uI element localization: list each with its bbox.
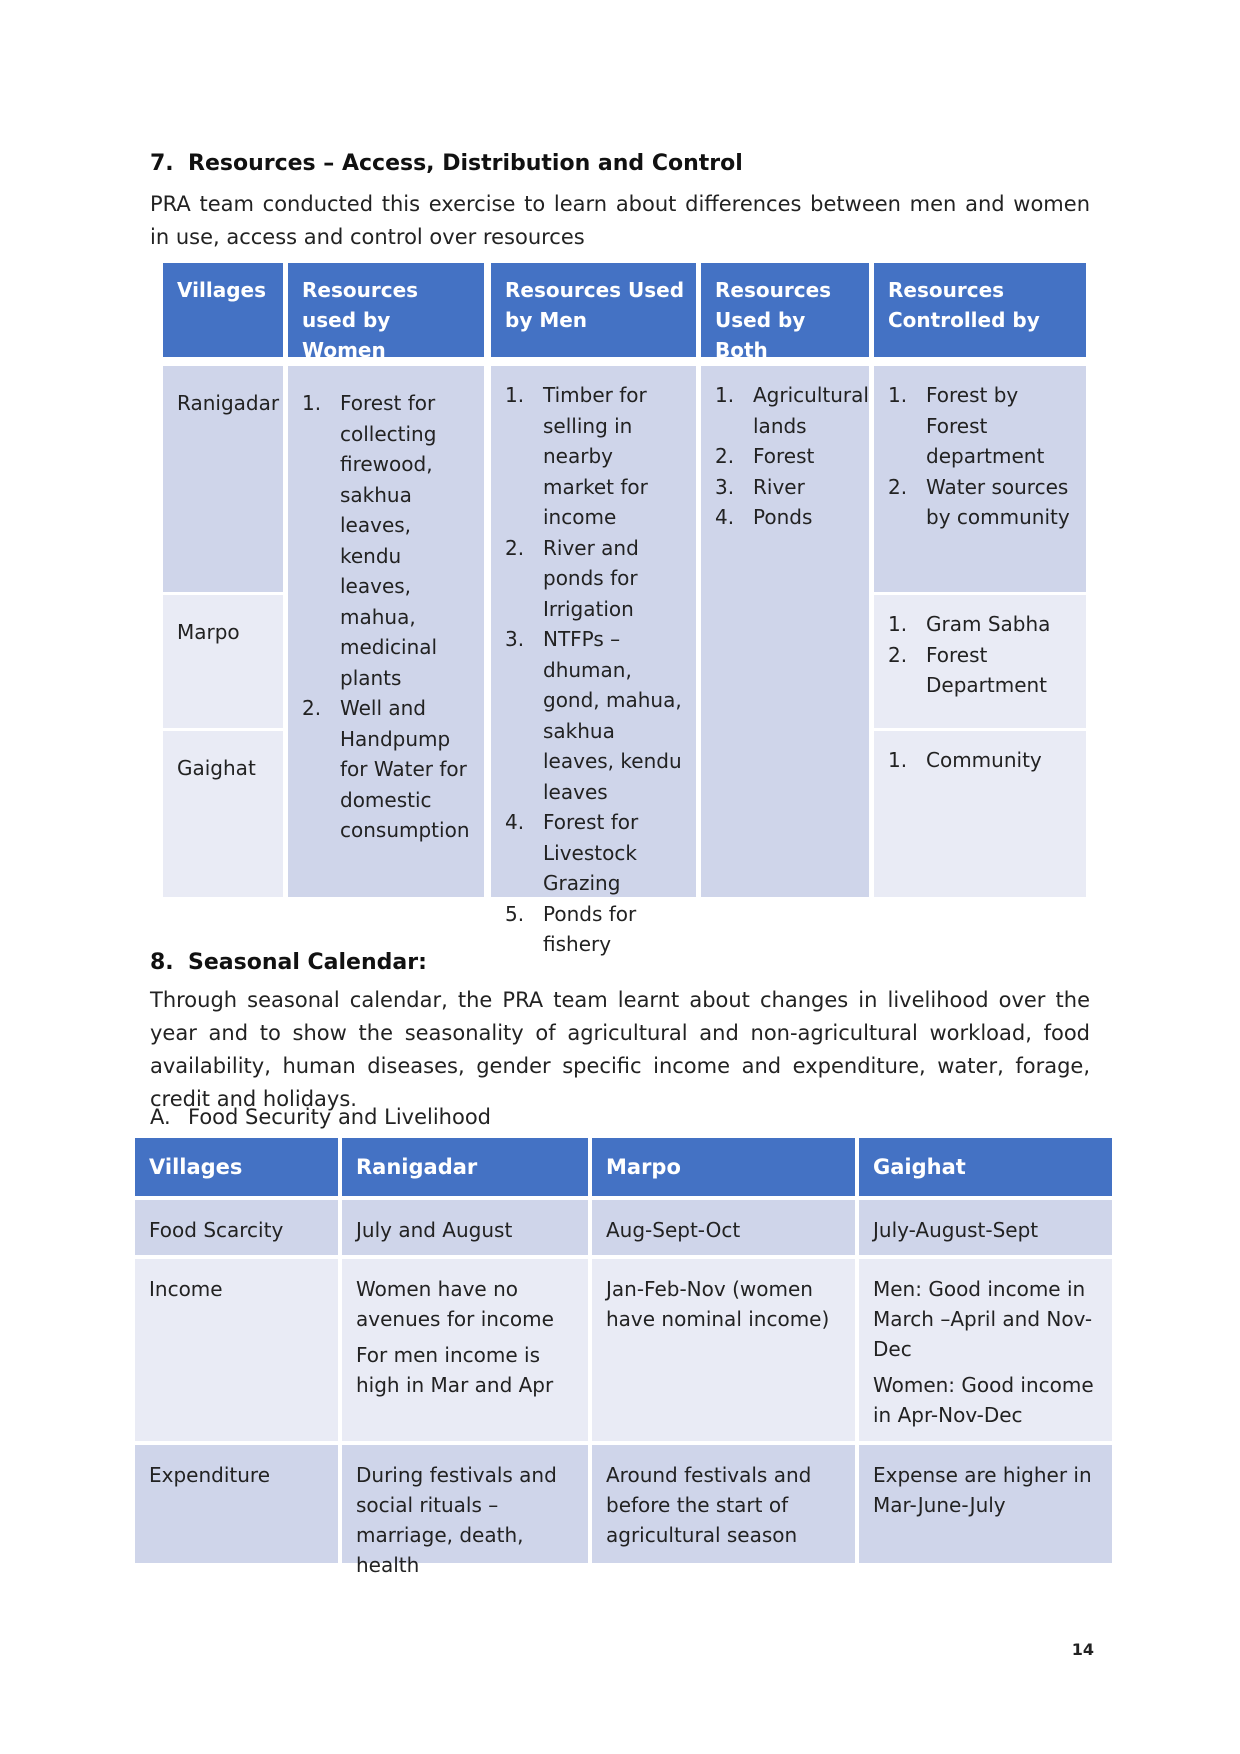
list-item: 1. Forest by Forest department [888,383,1045,468]
women-resources-list [302,388,476,846]
controlled-cell [874,731,1086,897]
list-item: 5. Ponds for fishery [505,901,637,956]
men-resources-list [505,380,688,960]
controlled-cell [874,366,1086,592]
both-resources-list [715,380,869,533]
list-item: 1. Gram Sabha [888,612,1051,636]
table-cell: July and August [342,1200,588,1255]
women-resources-cell [288,366,484,897]
controlled-list [888,745,1078,776]
table-cell: July-August-Sept [859,1200,1112,1255]
table-cell: Around festivals and before the start of agricultural season [592,1445,855,1563]
list-item: 2. Water sources by community [888,474,1070,529]
list-item: 2. River and ponds for Irrigation [505,535,639,621]
subsection-heading [150,1101,491,1134]
page-number: 14 [1071,1640,1094,1659]
subsection-marker: A. [150,1105,171,1129]
list-item: 4. Ponds [715,505,813,529]
header-villages: Villages [163,263,283,357]
list-item: 4. Forest for Livestock Grazing [505,810,639,895]
village-name: Ranigadar [177,391,280,415]
header-ranigadar: Ranigadar [342,1138,588,1196]
row-label: Food Scarcity [135,1200,338,1255]
list-item: 2. Forest Department [888,642,1048,697]
section-8-intro: Through seasonal calendar, the PRA team learnt about changes in livelihood over the year and to show the seasonality of agricultural and non-agricultural workload, food availability, human diseases, gender specific income and expenditure, water, forage, credit and holidays. [150,988,1090,1111]
table-cell: During festivals and social rituals – marriage, death, health [342,1445,588,1563]
header-women: Resources used by Women [288,263,484,357]
list-item: 3. River [715,474,805,499]
men-resources-cell [491,366,696,956]
table-cell: Aug-Sept-Oct [592,1200,855,1255]
subsection-title: Food Security and Livelihood [188,1105,492,1129]
table-cell: Jan-Feb-Nov (women have nominal income) [592,1259,855,1441]
village-name: Gaighat [177,756,256,780]
section-7-heading [150,151,743,176]
list-item: 1. Forest for collecting firewood, sakhua leaves, kendu leaves, mahua, medicinal plants [302,391,438,690]
table-cell: Expense are higher in Mar-June-July [859,1445,1112,1563]
header-men: Resources Used by Men [491,263,696,357]
section-8-heading [150,950,427,975]
both-resources-cell [701,366,869,897]
list-item: 1. Community [888,748,1042,772]
controlled-list [888,609,1078,701]
controlled-list [888,380,1078,533]
table-cell: Women have no avenues for income For men income is high in Mar and Apr [342,1259,588,1441]
section-7-intro: PRA team conducted this exercise to learn about differences between men and women in use, access and control over resources [150,192,1090,249]
list-item: 2. Well and Handpump for Water for domestic consumption [302,696,470,842]
header-marpo: Marpo [592,1138,855,1196]
list-item: 1. Agricultural lands [715,383,869,438]
list-item: 3. NTFPs – dhuman, gond, mahua, sakhua leaves, kendu leaves [505,627,682,804]
row-label: Expenditure [135,1445,338,1563]
header-both: Resources Used by Both [701,263,869,357]
table-cell: Men: Good income in March –April and Nov-Dec Women: Good income in Apr-Nov-Dec [859,1259,1112,1441]
village-cell [163,731,283,897]
section-title: Resources – Access, Distribution and Control [188,151,743,176]
list-item: 1. Timber for selling in nearby market for income [505,383,648,529]
header-villages: Villages [135,1138,338,1196]
village-cell [163,366,283,592]
header-gaighat: Gaighat [859,1138,1112,1196]
village-name: Marpo [177,620,240,644]
section-number: 8. [150,950,174,975]
section-title: Seasonal Calendar: [188,950,427,975]
controlled-cell [874,595,1086,728]
row-label: Income [135,1259,338,1441]
list-item: 2. Forest [715,444,815,468]
header-controlled: Resources Controlled by [874,263,1086,357]
section-number: 7. [150,151,174,176]
village-cell [163,595,283,728]
